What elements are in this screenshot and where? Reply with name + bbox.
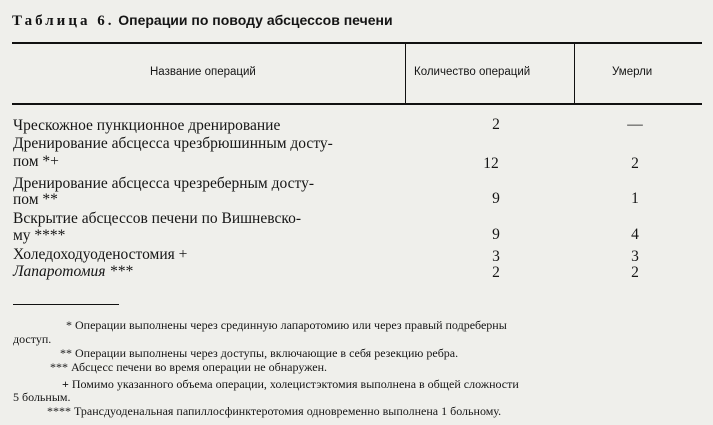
footnote-4-text: Помимо указанного объема операции, холецистэктомия выполнена в общей сложности [71, 377, 519, 391]
row-4-count: 9 [492, 226, 500, 243]
row-3-name-line1: Дренирование абсцесса чрезреберным досту- [13, 175, 314, 192]
footnote-4-continuation: 5 больным. [13, 390, 71, 404]
row-4-name-line2: му **** [13, 227, 66, 244]
footnote-3 [50, 360, 327, 375]
row-5-count: 3 [492, 248, 500, 265]
footnote-separator [13, 304, 119, 305]
header-operation-name: Название операций [150, 66, 256, 78]
row-3-died: 1 [631, 190, 639, 207]
row-6-name: Лапаротомия *** [13, 263, 133, 280]
row-5-died: 3 [631, 248, 639, 265]
footnote-2-text: Операции выполнены через доступы, включающие в себя резекцию ребра. [75, 346, 459, 360]
row-4-died: 4 [631, 226, 639, 243]
table-caption: Операции по поводу абсцессов печени [118, 12, 393, 28]
footnote-4 [62, 377, 519, 392]
header-died: Умерли [612, 66, 653, 78]
row-1-died: — [627, 116, 643, 133]
row-5-name: Холедоходуоденостомия + [13, 246, 188, 263]
footnote-3-mark: *** [50, 360, 68, 374]
row-4-name-line1: Вскрытие абсцессов печени по Вишневско- [13, 210, 301, 227]
footnote-3-text: Абсцесс печени во время операции не обнаружен. [71, 360, 328, 374]
column-divider-1 [405, 44, 406, 103]
footnote-5 [47, 404, 501, 419]
footnote-1-continuation: доступ. [13, 332, 52, 346]
column-divider-2 [574, 44, 575, 103]
footnote-1 [66, 318, 507, 333]
row-6-count: 2 [492, 264, 500, 281]
table-top-rule [12, 42, 702, 44]
footnote-1-mark: * [66, 318, 72, 332]
footnote-5-mark: **** [47, 404, 71, 418]
row-2-name-line2: пом *+ [13, 153, 59, 170]
footnote-2-mark: ** [60, 346, 72, 360]
row-6-died: 2 [631, 264, 639, 281]
row-1-count: 2 [492, 116, 500, 133]
footnote-4-mark: + [62, 377, 69, 391]
footnote-1-text: Операции выполнены через срединную лапаротомию или через правый подреберны [75, 318, 507, 332]
row-3-name-line2: пом ** [13, 191, 58, 208]
footnote-2 [60, 346, 458, 361]
row-1-name: Чрескожное пункционное дренирование [13, 117, 281, 134]
row-3-count: 9 [492, 190, 500, 207]
table-number: Таблица 6. [12, 13, 115, 29]
row-2-count: 12 [483, 155, 499, 172]
table-title [12, 12, 393, 30]
table-header-rule [12, 103, 702, 105]
row-2-name-line1: Дренирование абсцесса чрезбрюшинным досту- [13, 135, 333, 152]
footnote-5-text: Трансдуоденальная папиллосфинктеротомия одновременно выполнена 1 больному. [74, 404, 502, 418]
header-operation-count: Количество операций [414, 66, 531, 78]
row-2-died: 2 [631, 155, 639, 172]
